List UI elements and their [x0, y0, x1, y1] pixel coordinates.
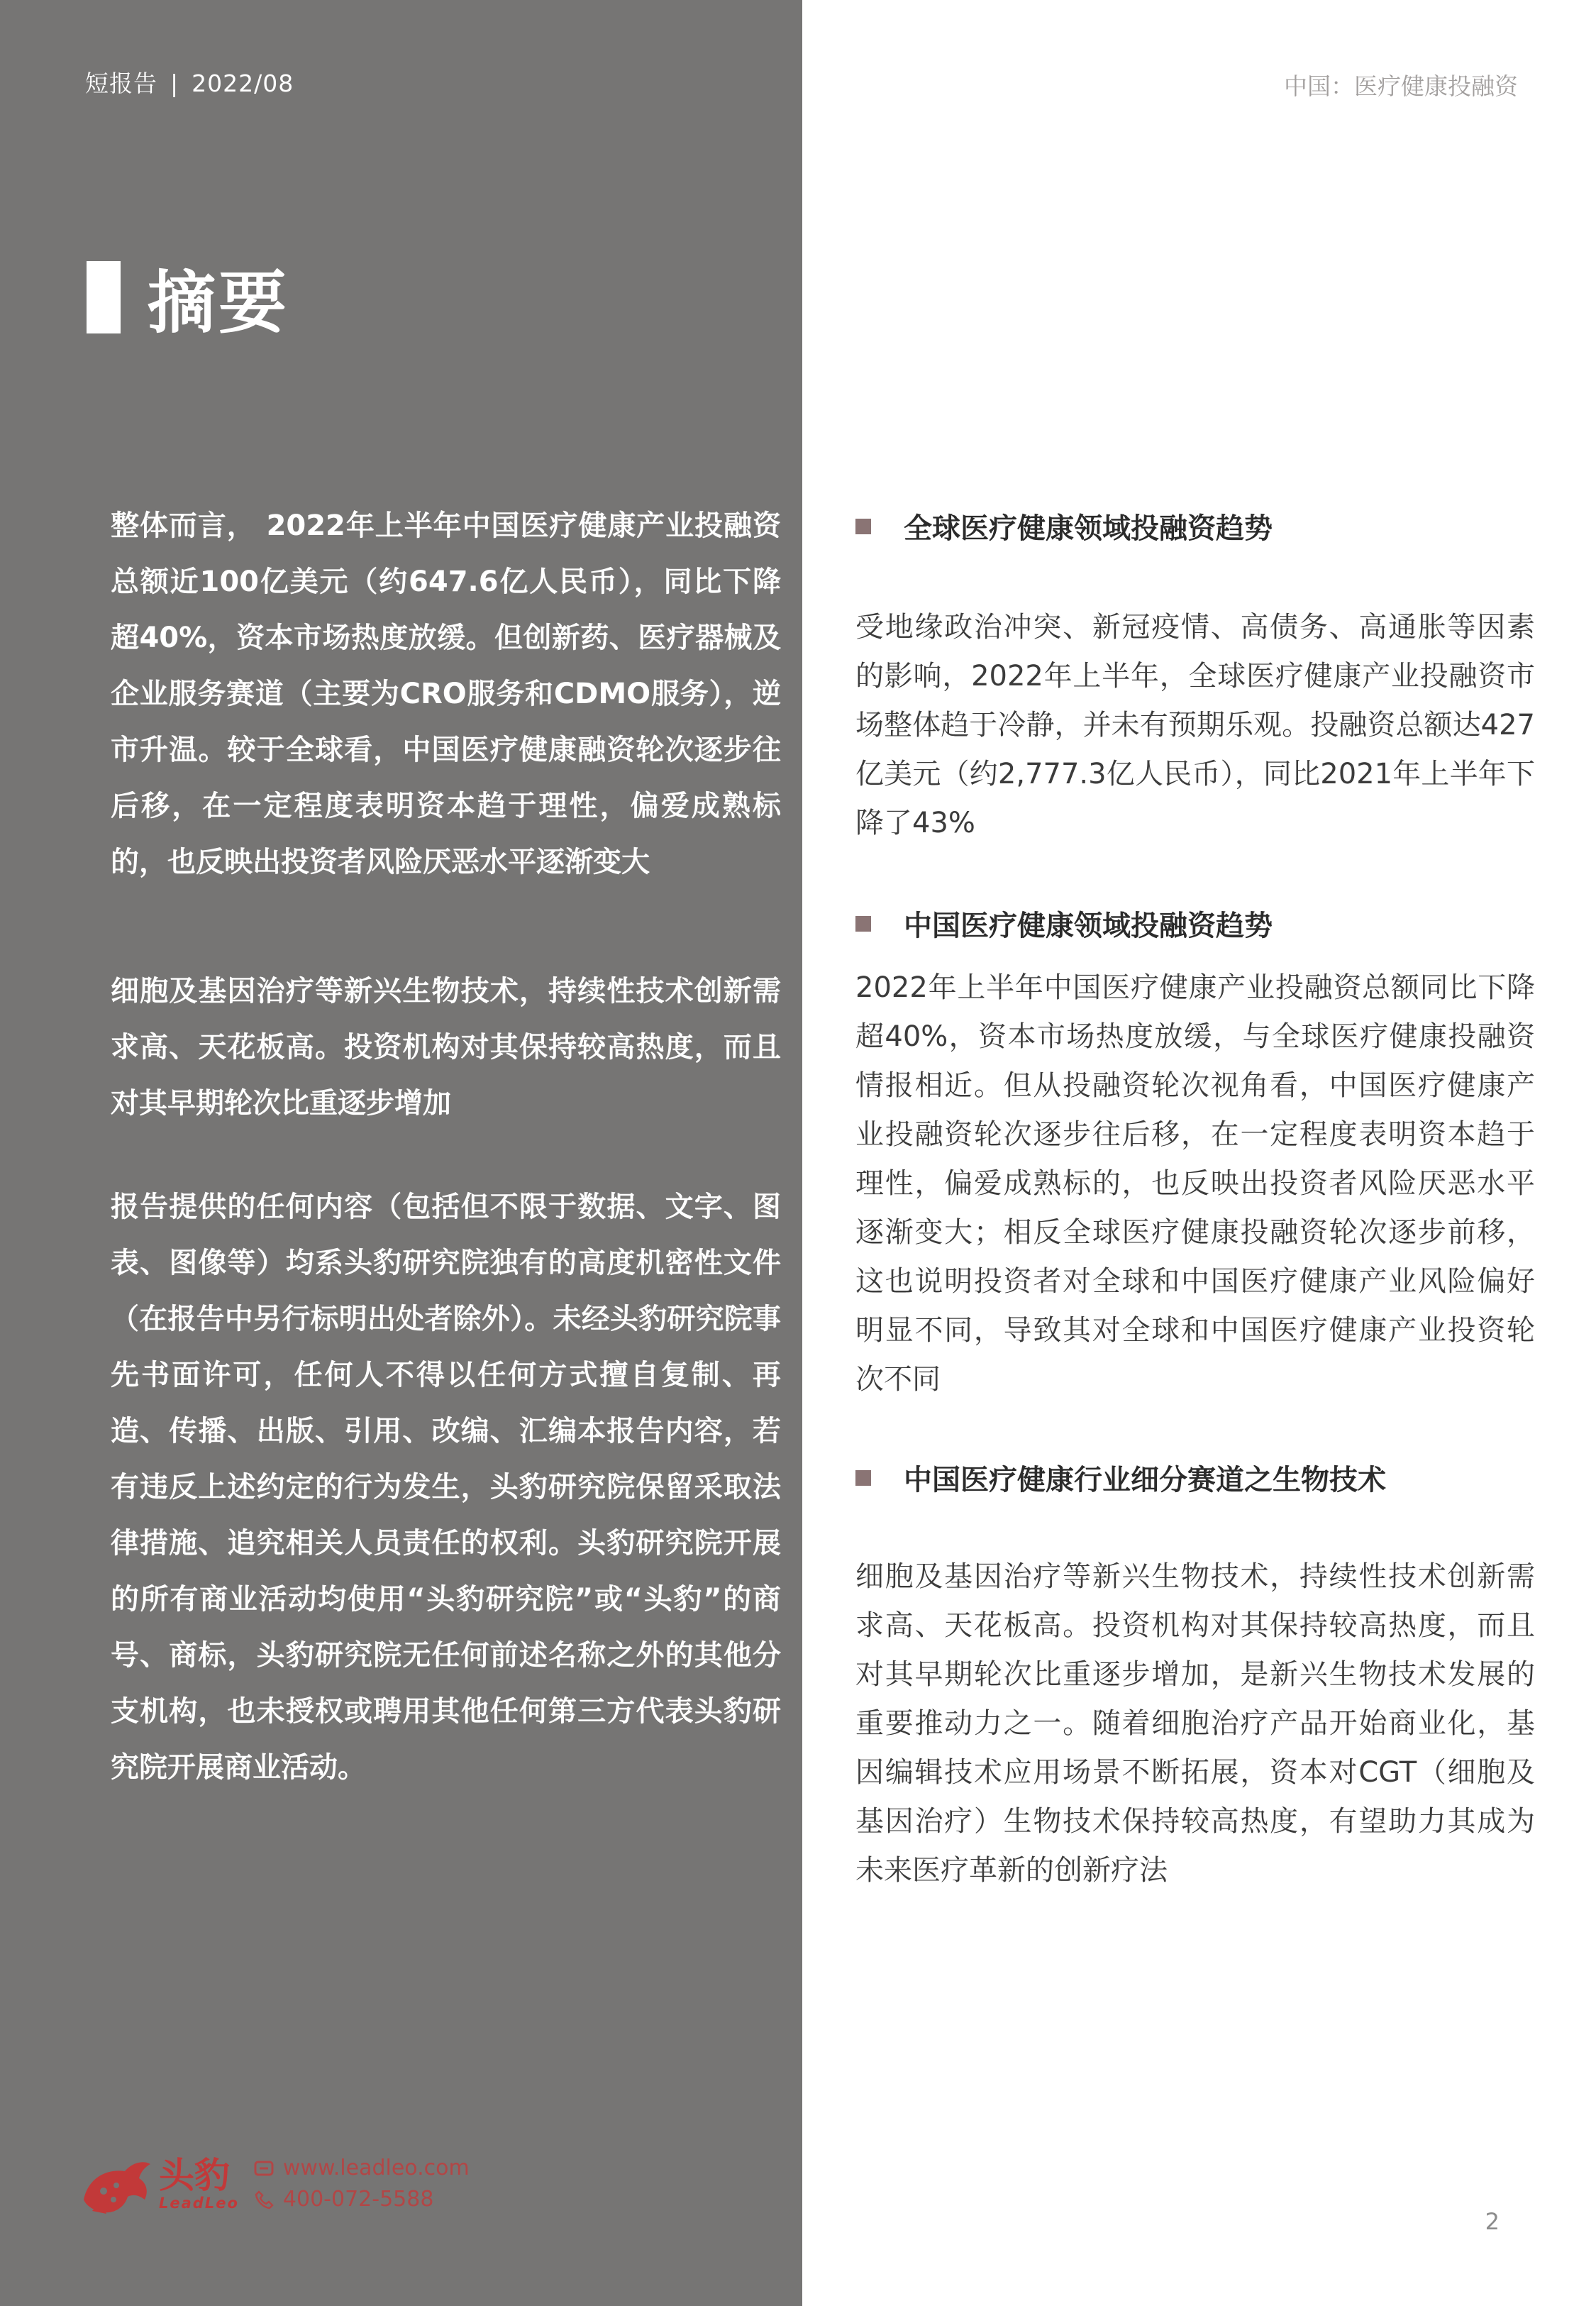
website-row: [253, 2153, 470, 2184]
report-type: 短报告: [85, 70, 157, 97]
summary-paragraph-1: 整体而言， 2022年上半年中国医疗健康产业投融资总额近100亿美元（约647.6亿人民币），同比下降超40%，资本市场热度放缓。但创新药、医疗器械及企业服务赛道（主要为CRO服务和CDMO服务），逆市升温。较于全球看，中国医疗健康融资轮次逐步往后移，在一定程度表明资本趋于理性，偏爱成熟标的，也反映出投资者风险厌恶水平逐渐变大: [111, 509, 781, 878]
leadleo-logo: [78, 2150, 470, 2218]
phone-row: [253, 2184, 470, 2215]
summary-heading: [87, 255, 289, 343]
section-text-global: 受地缘政治冲突、新冠疫情、高债务、高通胀等因素的影响，2022年上半年，全球医疗健康产业投融资市场整体趋于冷静，并未有预期乐观。投融资总额达427亿美元（约2,777.3亿人民币），同比2021年上半年下降了43%: [855, 611, 1535, 839]
page-number: 2: [1485, 2208, 1500, 2235]
header-separator: |: [170, 70, 179, 97]
report-meta: [85, 65, 294, 99]
report-date: 2022/08: [192, 70, 294, 97]
title-bar-decoration: [87, 261, 121, 333]
square-bullet-icon: [855, 916, 871, 932]
phone-number: 400-072-5588: [282, 2187, 434, 2212]
website-link[interactable]: www.leadleo.com: [282, 2156, 470, 2180]
square-bullet-icon: [855, 1470, 871, 1486]
section-heading-text: 中国医疗健康领域投融资趋势: [904, 910, 1273, 942]
web-icon: [253, 2158, 275, 2179]
phone-icon: [253, 2189, 275, 2210]
logo-english-text: LeadLeo: [159, 2195, 239, 2212]
section-text-china: 2022年上半年中国医疗健康产业投融资总额同比下降超40%，资本市场热度放缓，与全球医疗健康投融资情报相近。但从投融资轮次视角看，中国医疗健康产业投融资轮次逐步往后移，在一定程度表明资本趋于理性，偏爱成熟标的，也反映出投资者风险厌恶水平逐渐变大；相反全球医疗健康投融资轮次逐步前移，这也说明投资者对全球和中国医疗健康产业风险偏好明显不同，导致其对全球和中国医疗健康产业投资轮次不同: [855, 971, 1535, 1396]
section-heading-global: [855, 506, 1273, 546]
leopard-logo-icon: [78, 2150, 153, 2218]
logo-wordmark: [159, 2156, 239, 2212]
section-heading-text: 全球医疗健康领域投融资趋势: [904, 512, 1273, 545]
summary-paragraph-2: 细胞及基因治疗等新兴生物技术，持续性技术创新需求高、天花板高。投资机构对其保持较高热度，而且对其早期轮次比重逐步增加: [111, 975, 781, 1120]
section-heading-text: 中国医疗健康行业细分赛道之生物技术: [904, 1464, 1386, 1496]
logo-chinese-text: 头豹: [159, 2155, 230, 2196]
square-bullet-icon: [855, 519, 871, 534]
summary-title: 摘要: [148, 263, 289, 343]
section-heading-china: [855, 903, 1273, 944]
contact-info: [253, 2153, 470, 2215]
report-title: 中国：医疗健康投融资: [1284, 72, 1518, 100]
section-heading-biotech: [855, 1457, 1386, 1498]
section-text-biotech: 细胞及基因治疗等新兴生物技术，持续性技术创新需求高、天花板高。投资机构对其保持较高热度，而且对其早期轮次比重逐步增加，是新兴生物技术发展的重要推动力之一。随着细胞治疗产品开始商业化，基因编辑技术应用场景不断拓展，资本对CGT（细胞及基因治疗）生物技术保持较高热度，有望助力其成为未来医疗革新的创新疗法: [855, 1560, 1535, 1887]
disclaimer-paragraph: 报告提供的任何内容（包括但不限于数据、文字、图表、图像等）均系头豹研究院独有的高度机密性文件（在报告中另行标明出处者除外）。未经头豹研究院事先书面许可，任何人不得以任何方式擅自复制、再造、传播、出版、引用、改编、汇编本报告内容，若有违反上述约定的行为发生，头豹研究院保留采取法律措施、追究相关人员责任的权利。头豹研究院开展的所有商业活动均使用“头豹研究院”或“头豹”的商号、商标，头豹研究院无任何前述名称之外的其他分支机构，也未授权或聘用其他任何第三方代表头豹研究院开展商业活动。: [111, 1191, 781, 1784]
